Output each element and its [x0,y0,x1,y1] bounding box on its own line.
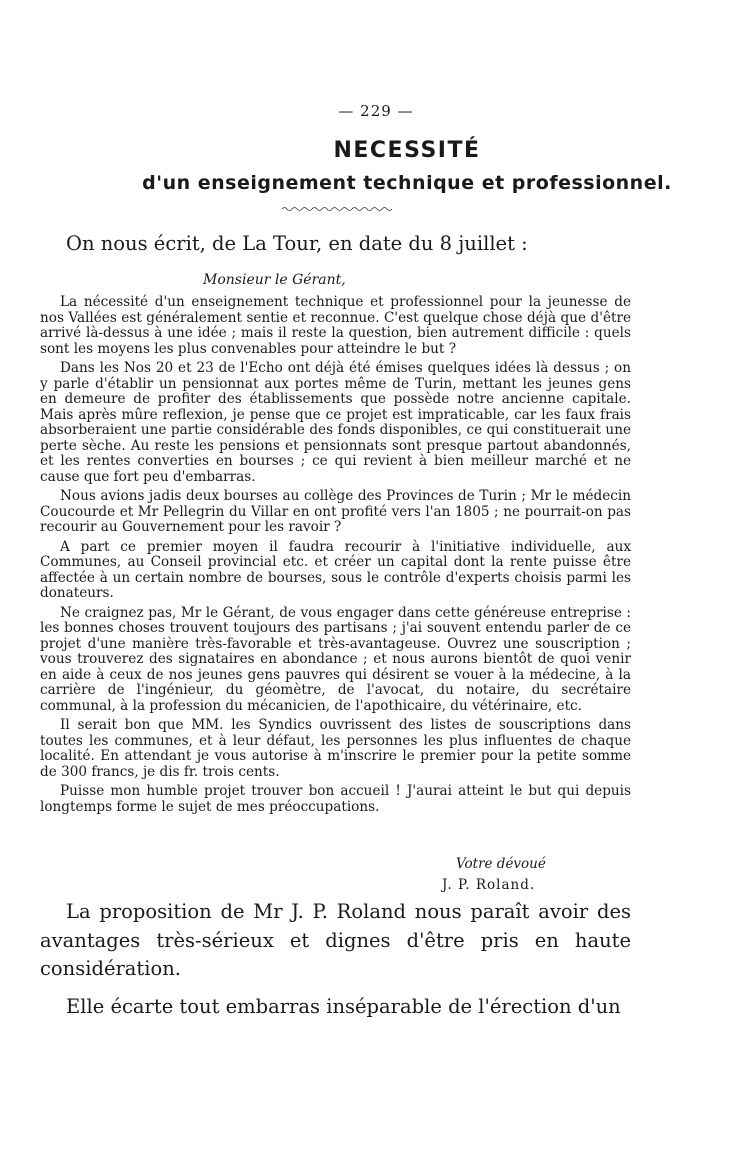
letter-paragraph: Ne craignez pas, Mr le Gérant, de vous engager dans cette généreuse entreprise : les bonnes choses trouvent toujours des partisans ; j'ai souvent entendu parler de ce projet d'une manière très-favorable et très-avantageuse. Ouvrez une souscription ; vous trouverez des signataires en abondance ; et nous aurons bientôt de quoi venir en aide à ceux de nos jeunes gens pauvres qui désirent se vouer à la médecine, à la carrière de l'ingénieur, du géomètre, de l'avocat, du notaire, du secrétaire communal, à la profession du mécanicien, de l'apothicaire, du vétérinaire, etc. [40,604,631,714]
letter-paragraph: Nous avions jadis deux bourses au collège des Provinces de Turin ; Mr le médecin Coucourde et Mr Pellegrin du Villar en ont profité vers l'an 1805 ; ne pourrait-on pas recourir au Gouvernement pour les ravoir ? [40,488,631,535]
letter-paragraph: Il serait bon que MM. les Syndics ouvrissent des listes de souscriptions dans toutes les communes, et à leur défaut, les personnes les plus influentes de chaque localité. En attendant je vous autorise à m'inscrire le premier pour la petite somme de 300 francs, je dis fr. trois cents. [40,717,631,780]
page-number: — 229 — [338,102,414,120]
intro-line: On nous écrit, de La Tour, en date du 8 juillet : [66,232,528,255]
body-paragraph: Elle écarte tout embarras inséparable de l'érection d'un [66,994,621,1018]
letter-body [40,295,631,815]
letter-salutation: Monsieur le Gérant, [203,272,346,288]
letter-closing: Votre dévoué [456,856,546,872]
letter-paragraph: Puisse mon humble projet trouver bon accueil ! J'aurai atteint le but qui depuis longtemps forme le sujet de mes préoccupations. [40,783,631,815]
article-body [40,898,631,1021]
letter-paragraph: La nécessité d'un enseignement technique et professionnel pour la jeunesse de nos Vallées est généralement sentie et reconnue. C'est quelque chose déjà que d'être arrivé là-dessus à une idée ; mais il reste la question, bien autrement difficile : quels sont les moyens les plus convenables pour atteindre le but ? [40,294,631,357]
letter-paragraph: A part ce premier moyen il faudra recourir à l'initiative individuelle, aux Communes, au Conseil provincial etc. et créer un capital dont la rente puisse être affectée à un certain nombre de bourses, sous le contrôle d'experts choisis parmi les donateurs. [40,538,631,601]
letter-paragraph: Dans les Nos 20 et 23 de l'Echo ont déjà été émises quelques idées là dessus ; on y parle d'établir un pensionnat aux portes même de Turin, mettant les jeunes gens en demeure de profiter des établissements que possède notre ancienne capitale. Mais après mûre reflexion, je pense que ce projet est impraticable, car les faux frais absorberaient une partie considérable des fonds disponibles, ce qui constituerait une perte sèche. Au reste les pensions et pensionnats sont presque partout abandonnés, et les rentes converties en bourses ; ce qui revient à bien meilleur marché et ne cause que fort peu d'embarras. [40,360,631,485]
article-title: NECESSITÉ [333,138,481,163]
article-subtitle: d'un enseignement technique et professionnel. [142,172,672,194]
wavy-rule-ornament [282,206,392,212]
letter-signature: J. P. Roland. [442,877,536,893]
body-paragraph: La proposition de Mr J. P. Roland nous paraît avoir des avantages très-sérieux et dignes d'être pris en haute considération. [40,900,631,980]
